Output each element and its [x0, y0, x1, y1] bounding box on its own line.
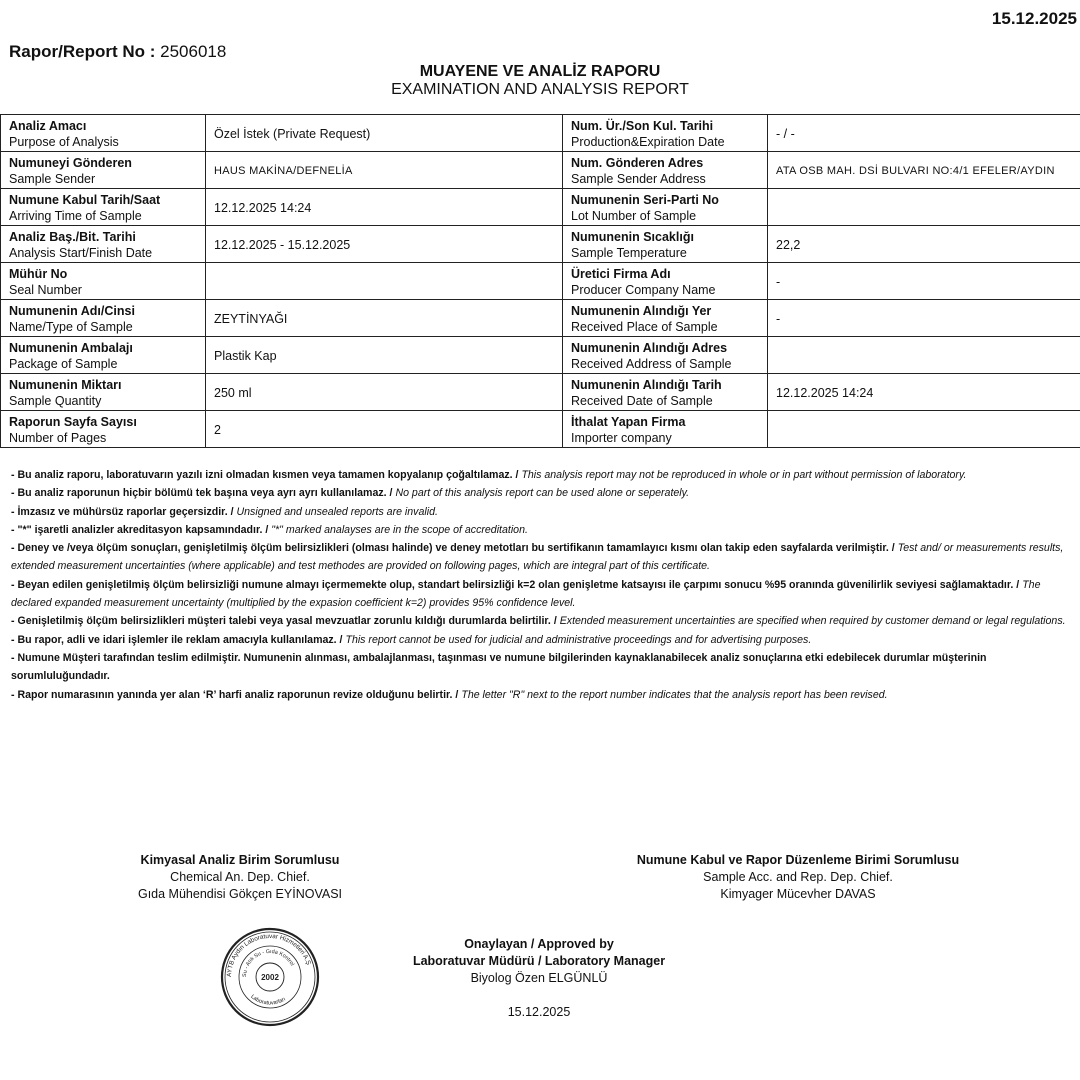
note-english: Test and/ or measurements results, extended measurement uncertainties (where applicable) and test methodes are provided on following pages, which are integral part of this certificate.	[11, 542, 1064, 573]
field-label-tr: Numunenin Adı/Cinsi	[9, 303, 135, 318]
note-item	[11, 466, 1078, 484]
note-item	[11, 649, 1078, 686]
field-label	[1, 300, 206, 337]
signature-title: Kimyasal Analiz Birim Sorumlusu	[140, 853, 340, 867]
info-row	[1, 337, 1080, 374]
field-value	[206, 411, 563, 448]
note-turkish: - Numune Müşteri tarafından teslim edilmiştir. Numunenin alınması, ambalajlanması, taşınması ve numune bilgilerinden kaynaklanabilecek analiz sonuçlarına etki edebilecek durumlar müşterinin sorumluluğundadır.	[11, 651, 987, 683]
signature-role: Sample Acc. and Rep. Dep. Chief.	[703, 870, 893, 884]
field-label-en: Importer company	[571, 430, 672, 445]
note-item	[11, 484, 1078, 502]
report-number-line	[9, 42, 226, 62]
field-value-text: Özel İstek (Private Request)	[214, 126, 371, 141]
field-label-en: Received Place of Sample	[571, 319, 718, 334]
field-label	[563, 337, 768, 374]
laboratory-seal-icon	[220, 927, 320, 1027]
seal-outer-text: AYTB Aydın Laboratuvar Hizmetleri A.Ş	[225, 932, 312, 978]
seal-bottom-text: Laboratuvarları	[249, 993, 287, 1007]
field-label-en: Arriving Time of Sample	[9, 208, 142, 223]
field-value	[768, 226, 1080, 263]
field-value	[768, 263, 1080, 300]
field-label-en: Sample Sender Address	[571, 171, 706, 186]
report-date: 15.12.2025	[991, 9, 1077, 28]
signature-chemical-chief	[110, 852, 370, 903]
note-turkish: - Genişletilmiş ölçüm belirsizlikleri müşteri talebi veya yasal mevzuatlar zorunlu kıldığı durumlarda belirtilir. /	[11, 615, 557, 628]
report-number-value: 2506018	[160, 42, 227, 61]
field-value	[206, 374, 563, 411]
approval-date: 15.12.2025	[507, 1005, 571, 1019]
field-value	[206, 300, 563, 337]
note-turkish: - Deney ve /veya ölçüm sonuçları, genişletilmiş ölçüm belirsizlikleri (olması halinde) ve deney metotları bu sertifikanın tamamlayıcı kısmı olan takip eden sayfalarda verilmiştir. /	[11, 542, 895, 555]
field-label	[563, 152, 768, 189]
field-label-tr: Numune Kabul Tarih/Saat	[9, 192, 161, 207]
field-label-en: Number of Pages	[9, 430, 107, 445]
field-value-text: 22,2	[776, 237, 801, 252]
note-english: Unsigned and unsealed reports are invalid.	[236, 505, 438, 518]
note-english: Extended measurement uncertainties are specified when required by customer demand or legal regulations.	[559, 615, 1066, 628]
report-notes	[11, 466, 1078, 704]
approver-title: Onaylayan / Approved by	[464, 937, 614, 951]
field-value	[768, 115, 1080, 152]
field-label	[1, 337, 206, 374]
info-row	[1, 226, 1080, 263]
field-value-text: 2	[214, 422, 221, 437]
field-value-text: -	[776, 311, 781, 326]
field-label	[563, 189, 768, 226]
info-row	[1, 374, 1080, 411]
note-english: "*" marked analayses are in the scope of accreditation.	[271, 523, 528, 536]
note-turkish: - Bu analiz raporu, laboratuvarın yazılı izni olmadan kısmen veya tamamen kopyalanıp çoğaltılamaz. /	[11, 469, 519, 481]
field-label	[563, 411, 768, 448]
field-label	[563, 300, 768, 337]
field-label-tr: Numunenin Alındığı Tarih	[571, 377, 722, 392]
note-item	[11, 612, 1078, 630]
signature-name: Kimyager Mücevher DAVAS	[720, 887, 876, 901]
field-label	[1, 411, 206, 448]
field-value	[206, 115, 563, 152]
field-value	[768, 300, 1080, 337]
note-english: This report cannot be used for judicial and administrative proceedings and for advertising purposes.	[345, 633, 812, 646]
report-title	[0, 62, 1080, 99]
signature-sample-acceptance-chief	[598, 852, 998, 903]
field-value	[206, 263, 563, 300]
note-item	[11, 631, 1078, 649]
title-turkish: MUAYENE VE ANALİZ RAPORU	[419, 63, 661, 80]
info-row	[1, 189, 1080, 226]
field-label-tr: Analiz Baş./Bit. Tarihi	[9, 229, 136, 244]
field-value	[206, 152, 563, 189]
field-label-tr: Raporun Sayfa Sayısı	[9, 414, 137, 429]
info-row	[1, 115, 1080, 152]
field-value-text: -	[776, 274, 781, 289]
field-label-tr: Analiz Amacı	[9, 118, 87, 133]
note-item	[11, 503, 1078, 521]
field-label-en: Received Address of Sample	[571, 356, 732, 371]
note-turkish: - Bu analiz raporunun hiçbir bölümü tek başına veya ayrı ayrı kullanılamaz. /	[11, 487, 393, 500]
field-label	[1, 189, 206, 226]
signature-role: Chemical An. Dep. Chief.	[170, 870, 310, 884]
signature-name: Gıda Mühendisi Gökçen EYİNOVASI	[137, 887, 343, 901]
field-value	[768, 152, 1080, 189]
field-label-en: Analysis Start/Finish Date	[9, 245, 153, 260]
field-value-text: ATA OSB MAH. DSİ BULVARI NO:4/1 EFELER/AYDIN	[776, 164, 1055, 177]
field-label-tr: İthalat Yapan Firma	[571, 414, 686, 429]
note-english: The letter "R" next to the report number indicates that the analysis report has been revised.	[461, 688, 888, 701]
title-english: EXAMINATION AND ANALYSIS REPORT	[391, 81, 689, 98]
info-row	[1, 300, 1080, 337]
note-item	[11, 539, 1078, 576]
field-label	[563, 115, 768, 152]
approver-position: Laboratuvar Müdürü / Laboratory Manager	[412, 954, 666, 968]
note-turkish: - İmzasız ve mühürsüz raporlar geçersizdir. /	[11, 505, 234, 518]
field-label	[563, 226, 768, 263]
field-label-en: Sample Sender	[9, 171, 96, 186]
field-label-en: Sample Temperature	[571, 245, 687, 260]
sample-info-table	[0, 114, 1080, 448]
field-label-en: Lot Number of Sample	[571, 208, 697, 223]
note-turkish: - "*" işaretli analizler akreditasyon kapsamındadır. /	[11, 523, 269, 536]
field-label-tr: Numuneyi Gönderen	[9, 155, 132, 170]
info-row	[1, 152, 1080, 189]
field-label-en: Purpose of Analysis	[9, 134, 119, 149]
field-value	[206, 189, 563, 226]
field-value-text: 250 ml	[214, 385, 252, 400]
field-label	[1, 226, 206, 263]
field-label-tr: Numunenin Alındığı Adres	[571, 340, 728, 355]
field-value-text: 12.12.2025 - 15.12.2025	[214, 237, 351, 252]
note-item	[11, 521, 1078, 539]
note-english: The declared expanded measurement uncertainty (multiplied by the expasion coefficient k=2) provides 95% confidence level.	[11, 578, 1041, 610]
field-label-en: Sample Quantity	[9, 393, 102, 408]
field-label-tr: Numunenin Seri-Parti No	[571, 192, 719, 207]
field-label-en: Seal Number	[9, 282, 82, 297]
field-label-en: Production&Expiration Date	[571, 134, 725, 149]
signature-approver	[389, 936, 689, 1021]
field-value	[768, 337, 1080, 374]
field-label-tr: Mühür No	[9, 266, 68, 281]
field-value-text: Plastik Kap	[214, 348, 277, 363]
field-label-en: Name/Type of Sample	[9, 319, 133, 334]
report-number-label: Rapor/Report No :	[9, 42, 156, 61]
field-label-tr: Numunenin Sıcaklığı	[571, 229, 694, 244]
field-label-tr: Numunenin Alındığı Yer	[571, 303, 712, 318]
note-english: This analysis report may not be reproduced in whole or in part without permission of laboratory.	[521, 469, 967, 481]
note-turkish: - Rapor numarasının yanında yer alan ‘R’ harfi analiz raporunun revize olduğunu belirtir. /	[11, 688, 459, 701]
seal-inner-text: Su - Atık Su - Gıda Kontrol	[241, 948, 295, 978]
field-label	[563, 374, 768, 411]
note-turkish: - Bu rapor, adli ve idari işlemler ile reklam amacıyla kullanılamaz. /	[11, 633, 343, 646]
field-label-tr: Numunenin Miktarı	[9, 377, 122, 392]
field-value-text: - / -	[776, 126, 795, 141]
note-english: No part of this analysis report can be used alone or seperately.	[395, 487, 690, 500]
field-value-text: 12.12.2025 14:24	[776, 385, 874, 400]
field-label-tr: Num. Ür./Son Kul. Tarihi	[571, 118, 714, 133]
field-label	[563, 263, 768, 300]
signature-title: Numune Kabul ve Rapor Düzenleme Birimi Sorumlusu	[636, 853, 960, 867]
seal-year: 2002	[261, 973, 279, 982]
field-label-tr: Üretici Firma Adı	[571, 266, 671, 281]
field-label	[1, 152, 206, 189]
field-label	[1, 374, 206, 411]
field-value	[768, 374, 1080, 411]
info-row	[1, 263, 1080, 300]
note-turkish: - Beyan edilen genişletilmiş ölçüm belirsizliği numune almayı içermemekte olup, standart belirsizliği k=2 olan genişletme katsayısı ile çarpımı sonucu %95 oranında güvenilirlik seviyesi sağlamaktadır. /	[11, 578, 1020, 591]
field-value	[206, 337, 563, 374]
field-label-en: Producer Company Name	[571, 282, 716, 297]
field-value	[206, 226, 563, 263]
field-label-tr: Numunenin Ambalajı	[9, 340, 133, 355]
field-value-text: ZEYTİNYAĞI	[214, 311, 288, 326]
approver-name: Biyolog Özen ELGÜNLÜ	[470, 971, 608, 985]
field-label-en: Package of Sample	[9, 356, 118, 371]
note-item	[11, 686, 1078, 704]
field-label	[1, 115, 206, 152]
field-label	[1, 263, 206, 300]
field-value	[768, 411, 1080, 448]
field-value-text: HAUS MAKİNA/DEFNELİA	[214, 164, 353, 177]
field-label-en: Received Date of Sample	[571, 393, 713, 408]
info-row	[1, 411, 1080, 448]
field-value-text: 12.12.2025 14:24	[214, 200, 312, 215]
note-item	[11, 576, 1078, 613]
field-value	[768, 189, 1080, 226]
field-label-tr: Num. Gönderen Adres	[571, 155, 704, 170]
